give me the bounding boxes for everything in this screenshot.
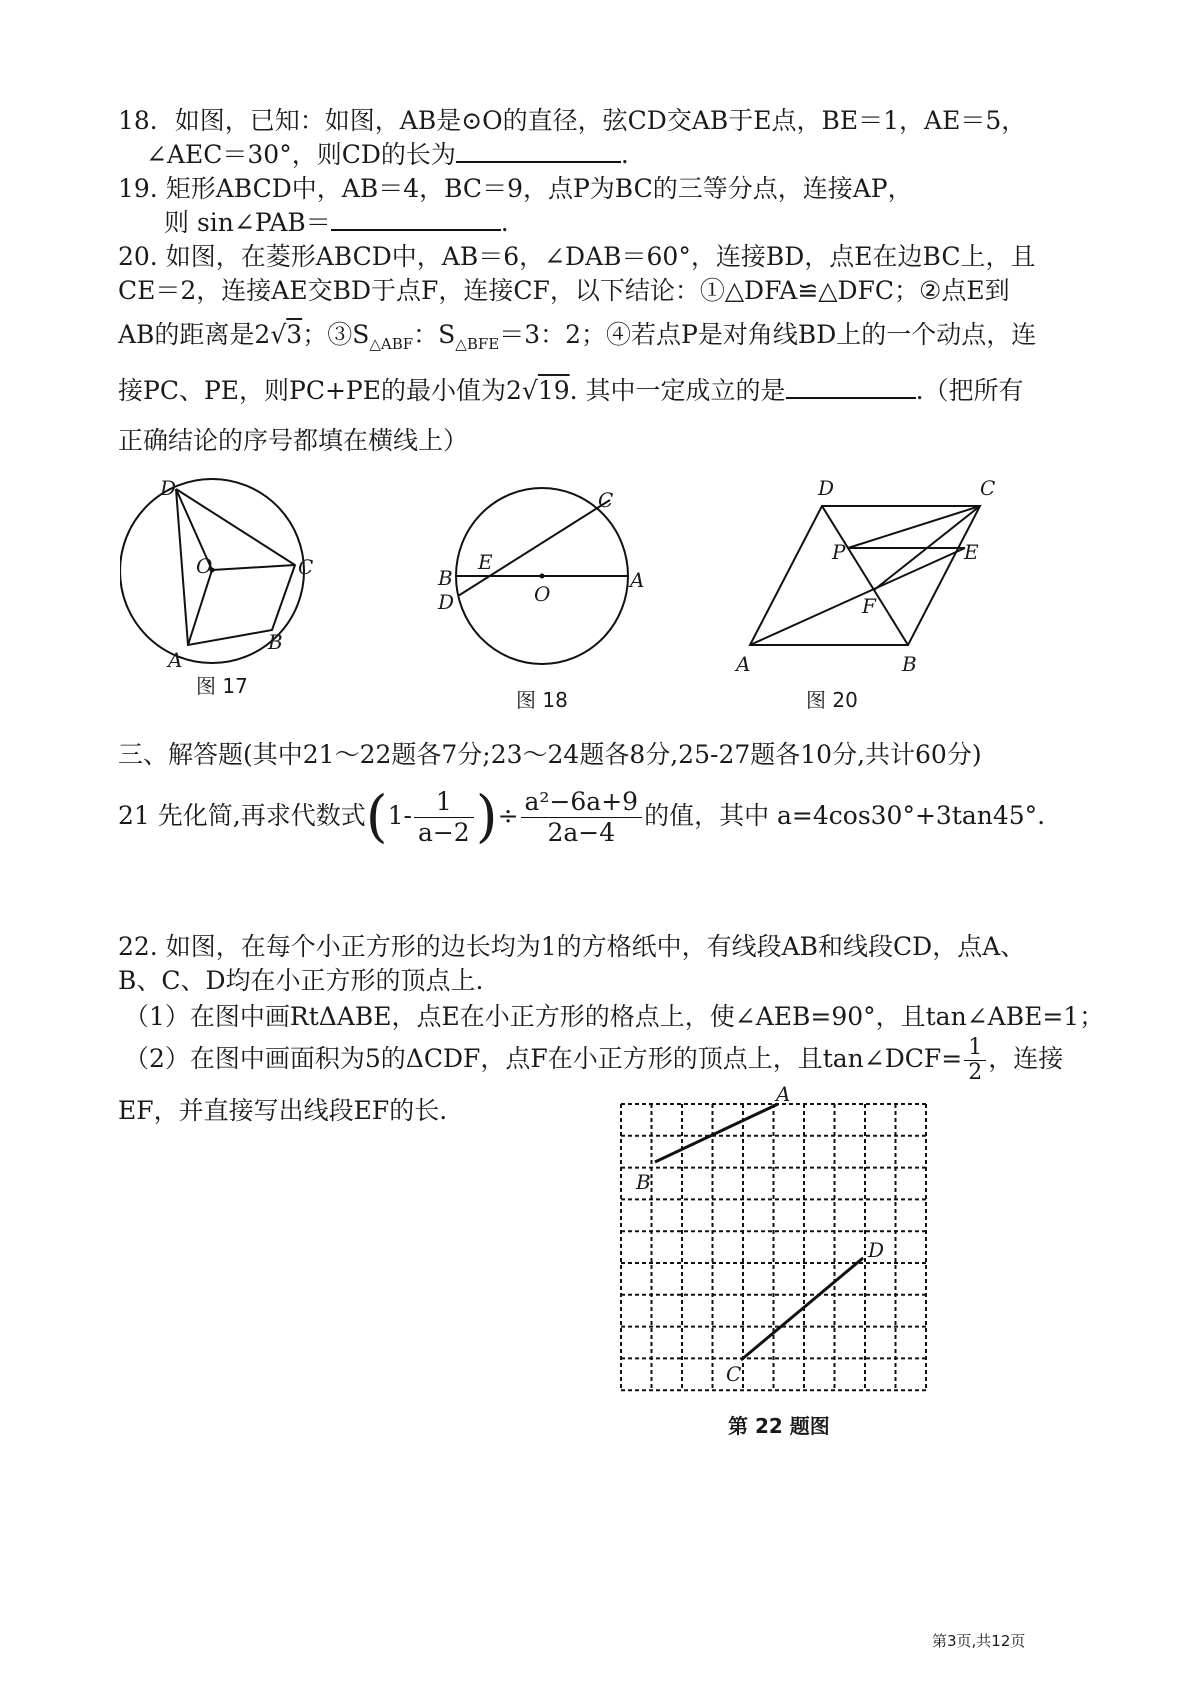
q20-line4-c: .（把所有	[915, 376, 1024, 405]
q20-line3-b: ；③S	[302, 320, 370, 349]
fig18-caption: 图 18	[516, 688, 568, 712]
q20-line3-d: ＝3：2；④若点P是对角线BD上的一个动点，连	[499, 320, 1037, 349]
q20-line3-sub2: △BFE	[455, 335, 500, 353]
fig20-label-p: P	[832, 540, 846, 564]
fig18-label-b: B	[438, 566, 453, 590]
q21-f2-num: a²−6a+9	[521, 787, 643, 818]
q21-one-minus: 1-	[387, 801, 412, 830]
fig20-label-f: F	[862, 594, 876, 618]
q22-frac-den: 2	[968, 1060, 983, 1085]
q18-answer-blank[interactable]	[456, 139, 621, 163]
q20-line3-sqrt: 3	[286, 320, 303, 349]
q21-f1-den: a−2	[417, 818, 470, 847]
figure-17	[120, 475, 320, 685]
q19-line1: 19. 矩形ABCD中，AB＝4，BC＝9，点P为BC的三等分点，连接AP，	[118, 174, 913, 203]
fig18-label-a: A	[630, 568, 645, 592]
fig22-segment-cd	[741, 1258, 863, 1360]
fig20-label-b: B	[902, 652, 917, 676]
fig22-segment-ab	[655, 1104, 778, 1162]
fig17-label-d: D	[160, 476, 177, 500]
fig18-label-o: O	[534, 582, 551, 606]
fig18-label-c: C	[598, 488, 614, 512]
q22-line3: （1）在图中画RtΔABE，点E在小正方形的格点上，使∠AEB=90°，且tan∠ABE=1；	[124, 1002, 1105, 1031]
q20-line5: 正确结论的序号都填在横线上）	[118, 426, 469, 455]
q22-line4-pre: （2）在图中画面积为5的ΔCDF，点F在小正方形的顶点上，且tan∠DCF=	[124, 1044, 963, 1073]
page-number: 第3页,共12页	[932, 1632, 1026, 1650]
q20-line2: CE＝2，连接AE交BD于点F，连接CF，以下结论：①△DFA≌△DFC；②点E到	[118, 276, 1010, 305]
fig17-label-c: C	[298, 555, 314, 579]
q19-line2-end: .	[500, 208, 509, 237]
q20-line3-c: ：S	[413, 320, 456, 349]
fig20-diagonal-bd	[822, 506, 908, 645]
q20-line4-b: . 其中一定成立的是	[569, 376, 786, 405]
q22-line2: B、C、D均在小正方形的顶点上.	[118, 966, 484, 995]
fig22-label-a: A	[776, 1082, 791, 1106]
q21-prefix: 21 先化简,再求代数式	[118, 801, 366, 830]
q20-line1: 20. 如图，在菱形ABCD中，AB＝6，∠DAB＝60°，连接BD，点E在边BC上，且	[118, 242, 1036, 271]
q21-line: 21 先化简,再求代数式(1- $\frac{1}{a-2}$ )÷ $\frac{\text{a²−6a+9}}{2a-4}$ 的值，其中 a=4cos30°+3tan45°.	[118, 784, 1046, 850]
fig20-label-d: D	[818, 476, 835, 500]
figure-20	[740, 500, 990, 660]
q22-frac-num: 1	[964, 1036, 986, 1061]
q19-line2	[164, 206, 509, 240]
q22-line1: 22. 如图，在每个小正方形的边长均为1的方格纸中，有线段AB和线段CD，点A、	[118, 932, 1026, 961]
q18-line2-text: ∠AEC＝30°，则CD的长为	[146, 140, 456, 169]
fig22-caption: 第 22 题图	[728, 1414, 830, 1438]
fig17-radius-c	[212, 565, 295, 570]
q20-line3-sub1: △ABF	[369, 335, 414, 353]
q21-f2-den: 2a−4	[547, 818, 616, 847]
q20-answer-blank[interactable]	[786, 375, 916, 399]
fig17-label-o: O	[196, 554, 213, 578]
fig20-label-c: C	[980, 476, 996, 500]
fig18-center-dot	[540, 574, 545, 579]
fig18-label-d: D	[438, 590, 455, 614]
q19-line2-text: 则 sin∠PAB＝	[164, 208, 331, 237]
fig18-label-e: E	[478, 550, 493, 574]
q21-f1-num: 1	[414, 787, 474, 818]
section3-heading: 三、解答题(其中21～22题各7分;23～24题各8分,25-27题各10分,共计60分)	[118, 740, 982, 769]
fig20-caption: 图 20	[806, 688, 858, 712]
q20-line4: 接PC、PE，则PC+PE的最小值为2√19. 其中一定成立的是 .（把所有	[118, 376, 1024, 405]
q22-fraction	[964, 1036, 986, 1085]
q18-line1: 18．如图，已知：如图，AB是⊙O的直径，弦CD交AB于E点，BE＝1，AE＝5，	[118, 106, 1027, 135]
q20-line3: AB的距离是2√3；$③S_{\triangle ABF}$：$S_{\triangle BFE}=3$：2；④若点P是对角线BD上的一个动点，连	[118, 320, 1037, 353]
figure-18	[450, 486, 640, 666]
q20-line4-a: 接PC、PE，则PC+PE的最小值为2	[118, 376, 522, 405]
fig22-label-b: B	[636, 1170, 651, 1194]
q22-line4	[124, 1036, 1063, 1086]
q21-fraction-2	[521, 787, 643, 848]
q19-answer-blank[interactable]	[331, 207, 501, 231]
q20-line4-sqrt: 19	[537, 376, 570, 405]
q22-line5: EF，并直接写出线段EF的长.	[118, 1096, 448, 1125]
q20-line3-a: AB的距离是2	[118, 320, 271, 349]
fig22-label-d: D	[868, 1238, 885, 1262]
q18-line2-end: .	[620, 140, 629, 169]
q21-divide: ÷	[497, 801, 519, 830]
fig20-label-e: E	[964, 540, 979, 564]
q21-suffix: 的值，其中 a=4cos30°+3tan45°.	[644, 801, 1046, 830]
fig17-label-a: A	[168, 648, 183, 672]
q22-line4-post: ，连接	[988, 1044, 1064, 1073]
fig20-label-a: A	[736, 652, 751, 676]
q18-line2	[146, 138, 629, 172]
q21-fraction-1	[414, 787, 474, 848]
fig20-line-pc	[848, 506, 980, 548]
fig17-caption: 图 17	[196, 674, 248, 698]
fig17-label-b: B	[268, 630, 283, 654]
fig22-label-c: C	[726, 1362, 742, 1386]
